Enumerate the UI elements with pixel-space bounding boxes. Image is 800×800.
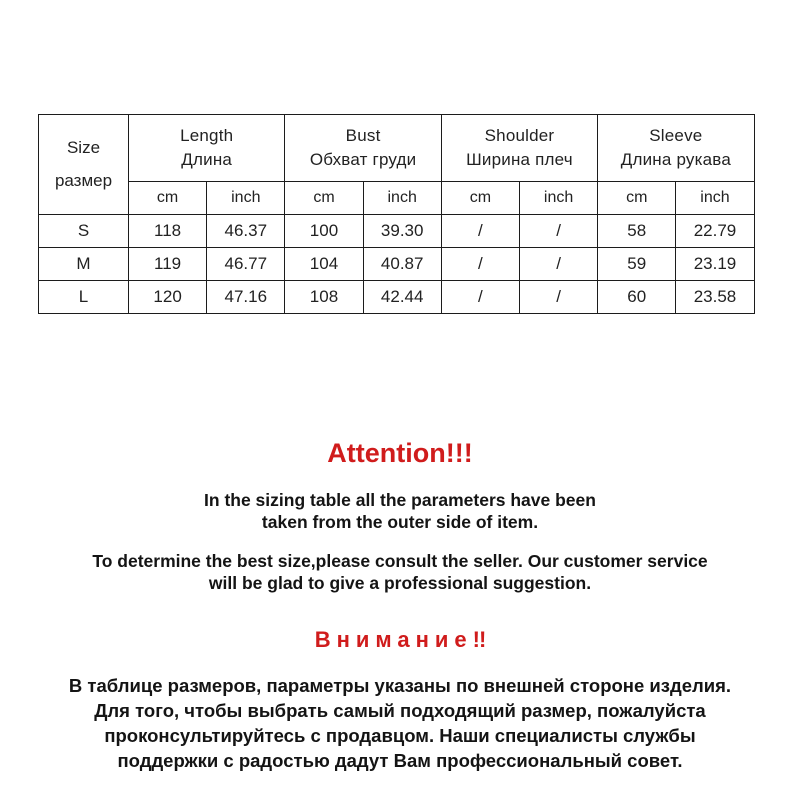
measurement-group-shoulder (441, 115, 597, 182)
cell-bust-inch: 42.44 (363, 281, 441, 314)
notice-line: To determine the best size,please consult the seller. Our customer service (92, 550, 708, 571)
measurement-group-bust-ru: Обхват груди (309, 150, 417, 169)
size-chart-table (38, 114, 755, 314)
row-size-label: M (39, 248, 129, 281)
cell-shoulder-cm: / (441, 281, 519, 314)
table-row (39, 281, 755, 314)
cell-shoulder-inch: / (519, 215, 597, 248)
table-header-row-units (39, 182, 755, 215)
unit-header-length-cm: cm (129, 182, 207, 215)
size-column-header-ru: размер (54, 170, 113, 190)
notice-line: will be glad to give a professional suggestion. (208, 573, 592, 594)
cell-sleeve-inch: 22.79 (676, 215, 754, 248)
unit-header-shoulder-cm: cm (441, 182, 519, 215)
table-row (39, 215, 755, 248)
row-size-label: S (39, 215, 129, 248)
row-size-label: L (39, 281, 129, 314)
table-header (39, 115, 755, 215)
measurement-group-sleeve-ru: Длина рукава (620, 150, 731, 169)
attention-heading-ru-word: Внимание (314, 626, 473, 652)
cell-length-inch: 47.16 (207, 281, 285, 314)
notice-line: поддержки с радостью дадут Вам профессиональный совет. (117, 750, 683, 772)
cell-shoulder-cm: / (441, 248, 519, 281)
size-chart-table-container (38, 114, 754, 314)
cell-length-cm: 118 (129, 215, 207, 248)
measurement-group-bust (285, 115, 441, 182)
notice-line: В таблице размеров, параметры указаны по внешней стороне изделия. (68, 674, 732, 696)
cell-bust-inch: 40.87 (363, 248, 441, 281)
notice-line: Для того, чтобы выбрать самый подходящий размер, пожалуйста (94, 699, 706, 721)
unit-header-sleeve-inch: inch (676, 182, 754, 215)
unit-header-shoulder-inch: inch (519, 182, 597, 215)
size-column-header (39, 115, 129, 215)
cell-bust-cm: 104 (285, 248, 363, 281)
cell-length-inch: 46.77 (207, 248, 285, 281)
cell-length-inch: 46.37 (207, 215, 285, 248)
attention-heading-ru-bangs: !! (472, 626, 486, 652)
measurement-group-bust-en: Bust (345, 125, 381, 145)
measurement-group-shoulder-ru: Ширина плеч (466, 150, 573, 169)
notice-paragraph-en-1 (0, 489, 800, 534)
notice-line: In the sizing table all the parameters have been (204, 490, 596, 510)
notice-line: taken from the outer side of item. (261, 512, 539, 533)
attention-heading-en: Attention!!! (327, 438, 473, 468)
measurement-group-shoulder-en: Shoulder (484, 125, 555, 145)
measurement-group-length-en: Length (180, 125, 234, 145)
unit-header-bust-inch: inch (363, 182, 441, 215)
unit-header-sleeve-cm: cm (598, 182, 676, 215)
cell-shoulder-inch: / (519, 248, 597, 281)
notice-line: проконсультируйтесь с продавцом. Наши специалисты службы (104, 724, 696, 746)
cell-length-cm: 120 (129, 281, 207, 314)
cell-length-cm: 119 (129, 248, 207, 281)
notice-paragraph-en-2 (0, 550, 800, 595)
table-row (39, 248, 755, 281)
cell-sleeve-cm: 60 (598, 281, 676, 314)
cell-bust-inch: 39.30 (363, 215, 441, 248)
measurement-group-sleeve-en: Sleeve (649, 125, 703, 145)
cell-shoulder-cm: / (441, 215, 519, 248)
measurement-group-length (129, 115, 285, 182)
notice-paragraph-ru (0, 673, 800, 774)
measurement-group-length-ru: Длина (181, 150, 233, 169)
notice-block (0, 440, 800, 773)
cell-bust-cm: 108 (285, 281, 363, 314)
measurement-group-sleeve (598, 115, 754, 182)
cell-bust-cm: 100 (285, 215, 363, 248)
unit-header-bust-cm: cm (285, 182, 363, 215)
table-body (39, 215, 755, 314)
cell-sleeve-cm: 58 (598, 215, 676, 248)
cell-sleeve-inch: 23.19 (676, 248, 754, 281)
cell-sleeve-cm: 59 (598, 248, 676, 281)
table-header-row-groups (39, 115, 755, 182)
unit-header-length-inch: inch (207, 182, 285, 215)
size-column-header-en: Size (66, 138, 101, 158)
cell-sleeve-inch: 23.58 (676, 281, 754, 314)
attention-heading-ru (0, 626, 800, 652)
cell-shoulder-inch: / (519, 281, 597, 314)
